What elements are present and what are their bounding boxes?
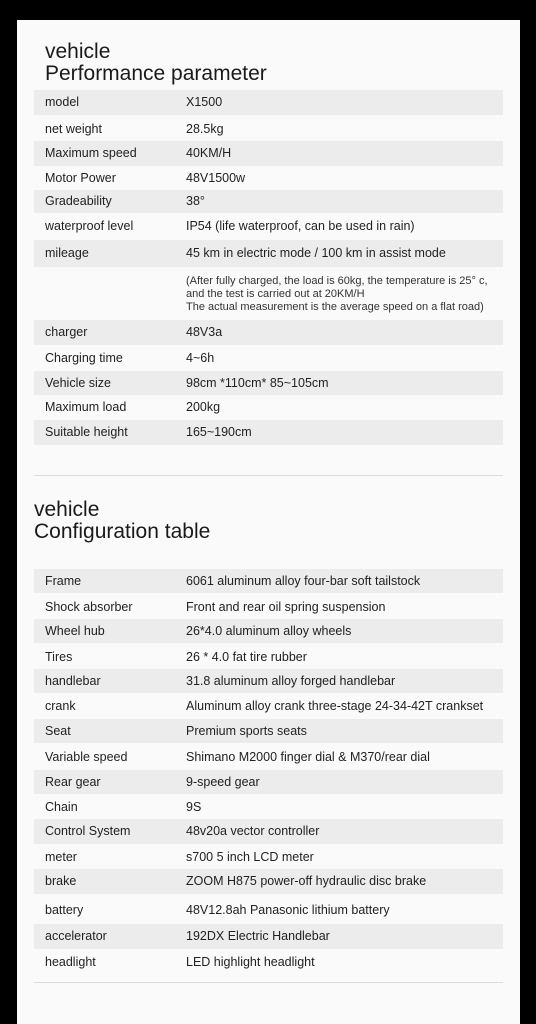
table-row bbox=[34, 569, 503, 593]
table-row bbox=[34, 719, 503, 743]
configuration-title-line2: Configuration table bbox=[34, 520, 211, 543]
row-label: Motor Power bbox=[45, 171, 116, 185]
row-value: 200kg bbox=[186, 400, 221, 414]
row-value: 26 * 4.0 fat tire rubber bbox=[186, 650, 307, 664]
row-value: 38° bbox=[186, 194, 205, 208]
configuration-title-line1: vehicle bbox=[34, 498, 100, 521]
mileage-note-line2: and the test is carried out at 20KM/H bbox=[186, 288, 365, 300]
row-label: Gradeability bbox=[45, 194, 112, 208]
table-row bbox=[34, 694, 503, 719]
table-row bbox=[34, 90, 503, 115]
row-label: handlebar bbox=[45, 674, 101, 688]
row-label: Frame bbox=[45, 574, 82, 588]
table-row bbox=[34, 141, 503, 166]
row-label: Suitable height bbox=[45, 425, 128, 439]
row-label: battery bbox=[45, 903, 84, 917]
table-row bbox=[34, 795, 503, 819]
row-value: s700 5 inch LCD meter bbox=[186, 850, 314, 864]
row-label: brake bbox=[45, 874, 77, 888]
row-label: Chain bbox=[45, 800, 78, 814]
row-value: 31.8 aluminum alloy forged handlebar bbox=[186, 674, 396, 688]
row-value: 45 km in electric mode / 100 km in assist mode bbox=[186, 246, 446, 260]
performance-title-line2: Performance parameter bbox=[45, 62, 267, 85]
row-value: 165~190cm bbox=[186, 425, 252, 439]
table-row bbox=[34, 869, 503, 894]
row-label: Rear gear bbox=[45, 775, 101, 789]
row-label: meter bbox=[45, 850, 77, 864]
row-label: Shock absorber bbox=[45, 600, 133, 614]
row-value: ZOOM H875 power-off hydraulic disc brake bbox=[186, 874, 427, 888]
table-row bbox=[34, 117, 503, 141]
row-value: 48v20a vector controller bbox=[186, 824, 320, 838]
table-row bbox=[34, 669, 503, 693]
row-value: LED highlight headlight bbox=[186, 955, 315, 969]
row-value: Shimano M2000 finger dial & M370/rear dial bbox=[186, 750, 430, 764]
row-value: 48V3a bbox=[186, 325, 223, 339]
mileage-note-line3: The actual measurement is the average speed on a flat road) bbox=[186, 301, 484, 313]
row-label: net weight bbox=[45, 122, 102, 136]
row-value: Premium sports seats bbox=[186, 724, 307, 738]
mileage-note-line1: (After fully charged, the load is 60kg, the temperature is 25° c, bbox=[186, 275, 488, 287]
table-row bbox=[34, 949, 503, 975]
row-value: 4~6h bbox=[186, 351, 215, 365]
row-label: Wheel hub bbox=[45, 624, 105, 638]
row-value: 9S bbox=[186, 800, 202, 814]
table-row bbox=[34, 744, 503, 770]
row-label: Charging time bbox=[45, 351, 123, 365]
row-label: Maximum load bbox=[45, 400, 127, 414]
row-label: waterproof level bbox=[45, 219, 134, 233]
table-row bbox=[34, 213, 503, 239]
table-row bbox=[34, 346, 503, 370]
row-label: mileage bbox=[45, 246, 89, 260]
table-row bbox=[34, 595, 503, 619]
row-value: Aluminum alloy crank three-stage 24-34-42T crankset bbox=[186, 699, 484, 713]
table-row bbox=[34, 924, 503, 949]
row-label: crank bbox=[45, 699, 76, 713]
table-row bbox=[34, 320, 503, 345]
table-row bbox=[34, 845, 503, 869]
section-divider bbox=[34, 475, 503, 476]
row-label: Variable speed bbox=[45, 750, 128, 764]
row-value: 9-speed gear bbox=[186, 775, 260, 789]
row-value: 6061 aluminum alloy four-bar soft tailstock bbox=[186, 574, 421, 588]
row-value: 192DX Electric Handlebar bbox=[186, 929, 330, 943]
row-label: accelerator bbox=[45, 929, 107, 943]
bottom-divider bbox=[34, 982, 503, 983]
row-label: Vehicle size bbox=[45, 376, 112, 390]
table-row bbox=[34, 619, 503, 643]
row-value: X1500 bbox=[186, 95, 223, 109]
row-value: Front and rear oil spring suspension bbox=[186, 600, 386, 614]
table-row bbox=[34, 420, 503, 445]
row-label: headlight bbox=[45, 955, 96, 969]
table-row bbox=[34, 770, 503, 794]
table-row bbox=[34, 371, 503, 395]
row-value: 40KM/H bbox=[186, 146, 232, 160]
row-value: 26*4.0 aluminum alloy wheels bbox=[186, 624, 352, 638]
row-label: Seat bbox=[45, 724, 71, 738]
row-value: 48V1500w bbox=[186, 171, 246, 185]
table-row bbox=[34, 240, 503, 267]
table-row bbox=[34, 190, 503, 213]
table-row bbox=[34, 819, 503, 844]
performance-title-line1: vehicle bbox=[45, 40, 111, 63]
row-label: charger bbox=[45, 325, 88, 339]
row-label: model bbox=[45, 95, 80, 109]
table-row bbox=[34, 644, 503, 670]
table-row bbox=[34, 395, 503, 419]
row-label: Control System bbox=[45, 824, 131, 838]
row-value: 98cm *110cm* 85~105cm bbox=[186, 376, 329, 390]
row-label: Tires bbox=[45, 650, 73, 664]
table-row bbox=[34, 897, 503, 924]
row-label: Maximum speed bbox=[45, 146, 137, 160]
row-value: 48V12.8ah Panasonic lithium battery bbox=[186, 903, 390, 917]
row-value: IP54 (life waterproof, can be used in rain) bbox=[186, 219, 415, 233]
table-row bbox=[34, 166, 503, 190]
row-value: 28.5kg bbox=[186, 122, 224, 136]
